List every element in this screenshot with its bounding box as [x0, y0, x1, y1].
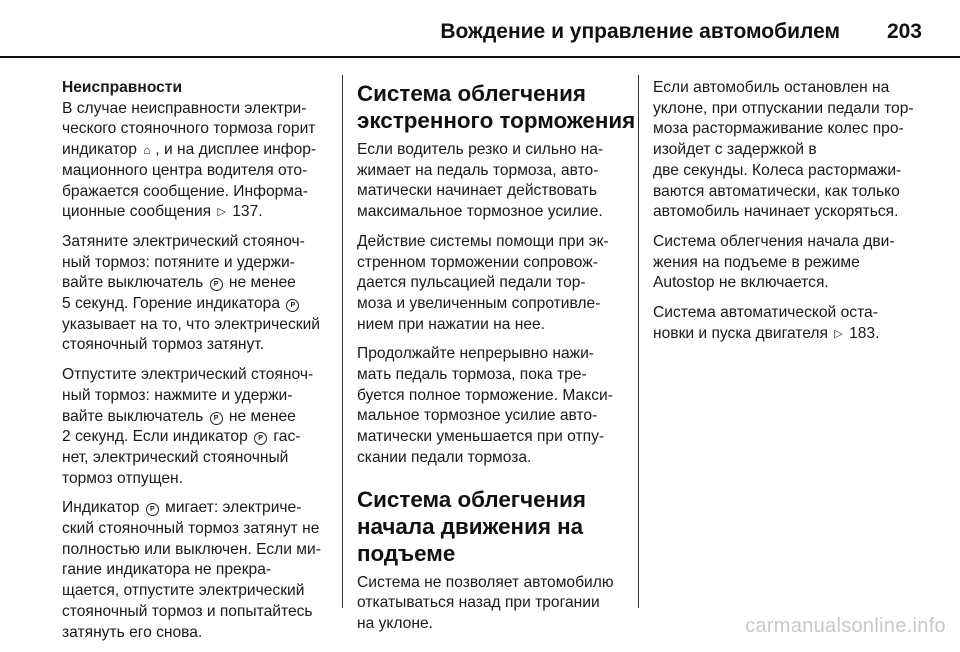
text-line: гание индикатора не прекра-: [62, 561, 272, 579]
text-line: [62, 202, 332, 223]
text-line: [62, 407, 332, 428]
text-line: [62, 273, 332, 294]
text-fragment: ционные сообщения: [62, 203, 216, 221]
text-line: ческого стояночного тормоза горит: [62, 120, 316, 138]
text-line: В случае неисправности электри-: [62, 99, 307, 117]
column-1: [62, 78, 332, 652]
column-divider: [638, 75, 639, 608]
text-line: бражается сообщение. Информа-: [62, 182, 308, 200]
text-line: экстренного торможения: [357, 108, 636, 133]
paragraph: [357, 344, 627, 468]
column-3-body: [653, 78, 929, 344]
text-line: стояночный тормоз и попытайтесь: [62, 602, 313, 620]
paragraph: [653, 232, 929, 294]
page-header-title: Вождение и управление автомобилем: [440, 20, 840, 43]
watermark: carmanualsonline.info: [745, 615, 946, 637]
column-2: [357, 80, 636, 644]
text-line: затянуть его снова.: [62, 623, 203, 641]
text-fragment: 5 секунд. Горение индикатора: [62, 295, 285, 313]
text-line: Отпустите электрический стояноч-: [62, 366, 314, 384]
paragraph: [62, 99, 332, 223]
paragraph: [62, 365, 332, 489]
text-line: ный тормоз: потяните и удержи-: [62, 253, 295, 271]
text-line: нием при нажатии на нее.: [357, 315, 546, 333]
text-line: изойдет с задержкой в: [653, 141, 817, 159]
text-line: Система облегчения: [357, 486, 586, 512]
text-line: Затяните электрический стояноч-: [62, 232, 305, 250]
text-line: указывает на то, что электрический: [62, 315, 320, 333]
text-fragment: не менее: [224, 407, 296, 425]
text-line: скании педали тормоза.: [357, 448, 532, 466]
text-fragment: 137.: [227, 203, 263, 221]
parking-brake-fault-icon: ⌂: [143, 143, 151, 158]
text-fragment: не менее: [224, 274, 296, 292]
page-number: 203: [886, 20, 922, 43]
parking-brake-icon: P: [210, 412, 223, 425]
text-line: мационного центра водителя ото-: [62, 161, 308, 179]
column-2-body-2: [357, 573, 627, 635]
parking-brake-icon: P: [210, 278, 223, 291]
text-line: полностью или выключен. Если ми-: [62, 540, 321, 558]
paragraph: [357, 140, 627, 223]
text-line: автомобиль начинает ускоряться.: [653, 203, 899, 221]
text-line: Если автомобиль остановлен на: [653, 79, 890, 96]
subheading-malfunctions: Неисправности: [62, 79, 183, 96]
text-fragment: 183.: [844, 324, 880, 342]
text-line: мать педаль тормоза, пока тре-: [357, 366, 587, 384]
text-line: начала движения на: [357, 513, 584, 539]
page-ref-arrow-icon: ▷: [834, 327, 843, 340]
text-fragment: вайте выключатель: [62, 274, 208, 292]
text-line: Autostop не включается.: [653, 274, 829, 292]
text-line: дается пульсацией педали тор-: [357, 274, 586, 292]
paragraph: [357, 232, 627, 336]
text-line: максимальное тормозное усилие.: [357, 203, 603, 221]
parking-brake-icon: P: [286, 299, 299, 312]
text-fragment: Индикатор: [62, 499, 144, 517]
text-fragment: , и на дисплее инфор-: [155, 141, 317, 159]
text-line: ваются автоматически, как только: [653, 182, 900, 200]
text-line: Система автоматической оста-: [653, 304, 878, 322]
paragraph: [653, 303, 929, 344]
text-line: ный тормоз: нажмите и удержи-: [62, 386, 293, 404]
text-line: уклоне, при отпускании педали тор-: [653, 99, 914, 117]
text-line: [653, 324, 929, 345]
heading-hill-start-assist: [357, 486, 627, 567]
text-fragment: 2 секунд. Если индикатор: [62, 428, 253, 446]
text-line: матически уменьшается при отпу-: [357, 428, 605, 446]
column-divider: [342, 75, 343, 608]
paragraph: [62, 232, 332, 356]
text-line: откатываться назад при трогании: [357, 594, 600, 612]
paragraph: [357, 573, 627, 635]
text-line: тормоз отпущен.: [62, 469, 183, 487]
text-line: моза растормаживание колес про-: [653, 120, 904, 138]
text-line: [62, 498, 332, 519]
text-line: Если водитель резко и сильно на-: [357, 141, 604, 158]
text-line: матически начинает действовать: [357, 182, 597, 200]
text-line: нет, электрический стояночный: [62, 448, 289, 466]
text-line: [62, 294, 332, 315]
text-line: Система облегчения: [357, 81, 586, 106]
parking-brake-icon: P: [146, 503, 159, 516]
text-line: жимает на педаль тормоза, авто-: [357, 161, 599, 179]
text-fragment: индикатор: [62, 141, 142, 159]
text-fragment: вайте выключатель: [62, 407, 208, 425]
text-fragment: мигает: электриче-: [160, 499, 302, 517]
text-fragment: новки и пуска двигателя: [653, 324, 833, 342]
text-line: Система не позволяет автомобилю: [357, 573, 614, 591]
heading-brake-assist: [357, 80, 636, 134]
header-rule: [0, 56, 960, 58]
parking-brake-icon: P: [254, 432, 267, 445]
text-line: ский стояночный тормоз затянут не: [62, 520, 320, 538]
paragraph: [653, 78, 929, 223]
text-line: моза и увеличенным сопротивле-: [357, 294, 601, 312]
text-line: подъеме: [357, 540, 456, 566]
text-fragment: гас-: [269, 428, 301, 446]
column-1-body: [62, 99, 332, 644]
text-line: две секунды. Колеса растормажи-: [653, 161, 902, 179]
text-line: щается, отпустите электрический: [62, 582, 305, 600]
text-line: жения на подъеме в режиме: [653, 253, 860, 271]
text-line: [62, 140, 332, 161]
paragraph: [62, 498, 332, 643]
text-line: на уклоне.: [357, 614, 433, 632]
text-line: Продолжайте непрерывно нажи-: [357, 345, 594, 363]
text-line: Действие системы помощи при эк-: [357, 232, 609, 250]
page-ref-arrow-icon: ▷: [217, 206, 226, 219]
text-line: [62, 427, 332, 448]
text-line: стояночный тормоз затянут.: [62, 336, 265, 354]
text-line: мальное тормозное усилие авто-: [357, 407, 598, 425]
column-2-body-1: [357, 140, 627, 469]
column-3: [653, 78, 929, 353]
text-line: стренном торможении сопровож-: [357, 253, 598, 271]
text-line: буется полное торможение. Макси-: [357, 386, 613, 404]
text-line: Система облегчения начала дви-: [653, 232, 895, 250]
